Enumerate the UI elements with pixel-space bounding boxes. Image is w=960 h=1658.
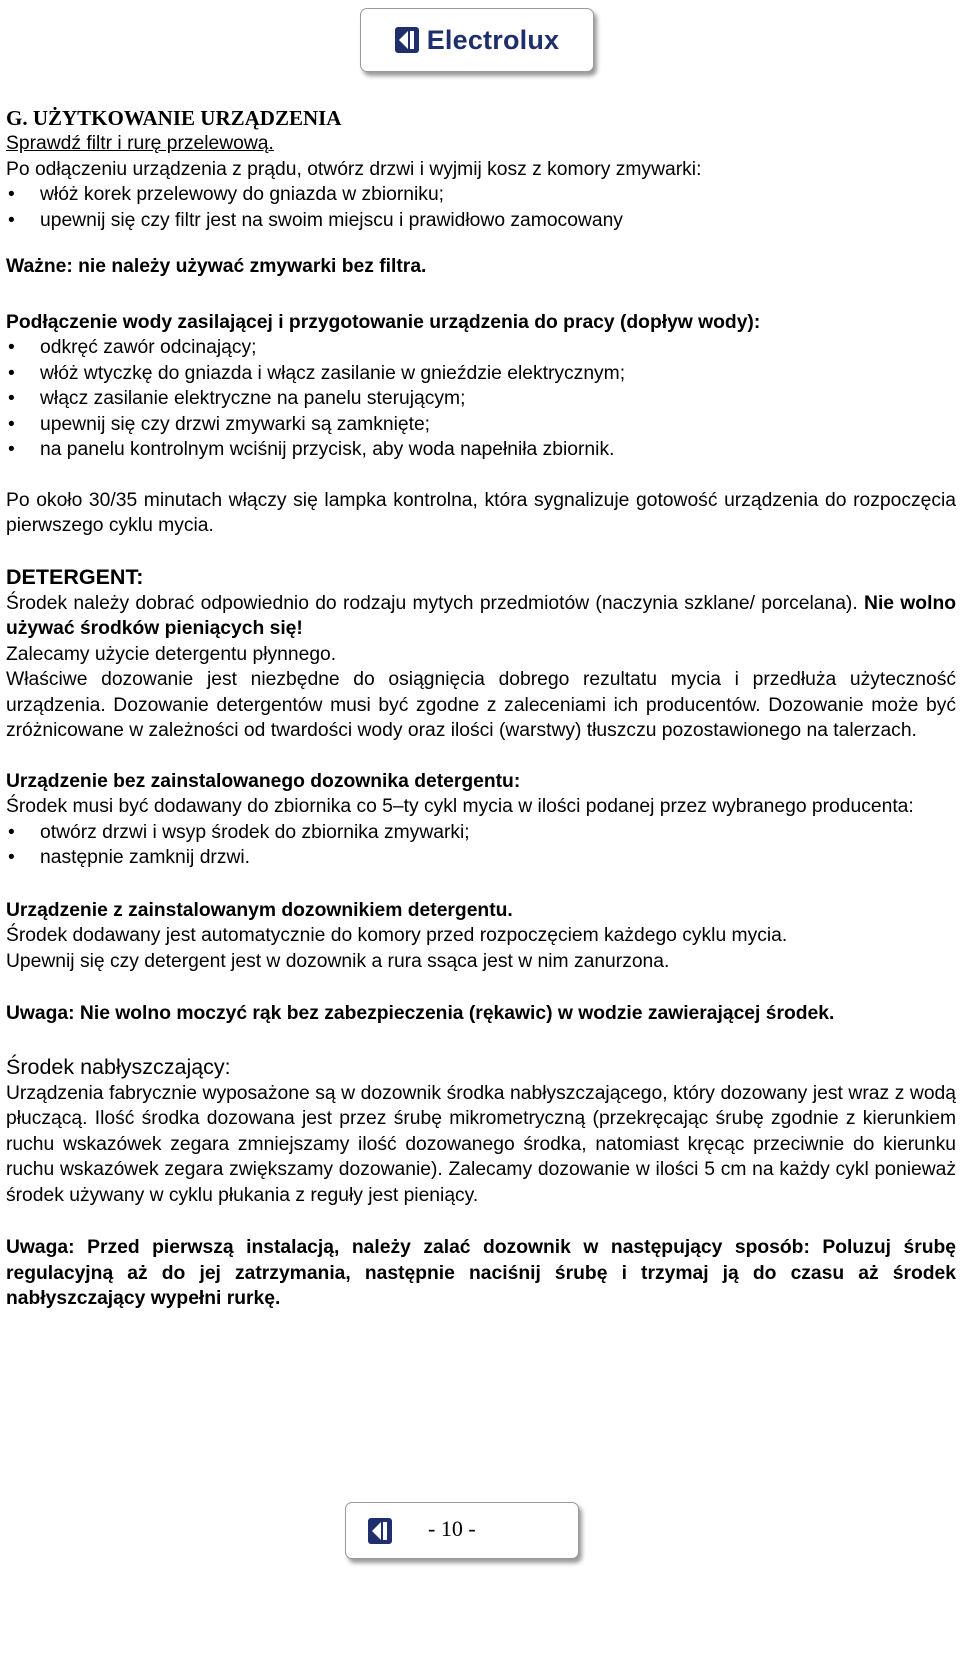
page-footer bbox=[345, 1502, 579, 1559]
list-item: • upewnij się czy drzwi zmywarki są zamknięte; bbox=[6, 412, 956, 438]
filter-check-note: Sprawdź filtr i rurę przelewową. bbox=[6, 133, 274, 154]
page-number: - 10 - bbox=[428, 1516, 476, 1541]
no-dispenser-bullet-list bbox=[6, 820, 956, 871]
rinse-aid-text: Urządzenia fabrycznie wyposażone są w dozownik środka nabłyszczającego, który dozowany jest wraz z wodą płuczącą. Ilość środka dozowana jest przez śrubę mikrometryczną (przekręcając śrubę zgodnie z kierunkiem ruchu wskazówek zegara zmniejszamy ilość dozowanego środka, natomiast kręcąc przeciwnie do kierunku ruchu wskazówek zegara zwiększamy dozowanie). Zalecamy dozowanie w ilości 5 cm na każdy cykl ponieważ środek używany w cyklu płukania z reguły jest pieniący. bbox=[6, 1082, 956, 1206]
important-note: Ważne: nie należy używać zmywarki bez filtra. bbox=[6, 256, 427, 277]
detergent-heading: DETERGENT: bbox=[6, 564, 144, 589]
intro-bullet-list bbox=[6, 182, 956, 233]
brand-logo bbox=[395, 25, 560, 56]
detergent-selection-text: Środek należy dobrać odpowiednio do rodzaju mytych przedmiotów (naczynia szklane/ porcelana). bbox=[6, 592, 858, 614]
document-body bbox=[6, 105, 956, 1312]
with-dispenser-line-2: Upewnij się czy detergent jest w dozownik a rura ssąca jest w nim zanurzona. bbox=[6, 950, 670, 972]
detergent-paragraph-1 bbox=[6, 591, 956, 642]
with-dispenser-line-1: Środek dodawany jest automatycznie do komory przed rozpoczęciem każdego cyklu mycia. bbox=[6, 925, 788, 946]
water-heading: Podłączenie wody zasilającej i przygotowanie urządzenia do pracy (dopływ wody): bbox=[6, 311, 761, 333]
detergent-paragraph-3: Właściwe dozowanie jest niezbędne do osiągnięcia dobrego rezultatu mycia i przedłuża użyteczność urządzenia. Dozowanie detergentów musi być zgodne z zaleceniami ich producentów. Dozowanie może być zróżnicowane w zależności od twardości wody oraz ilości (warstwy) tłuszczu pozostawionego na talerzach. bbox=[6, 669, 956, 741]
electrolux-emblem-icon bbox=[368, 1518, 392, 1544]
no-dispenser-heading: Urządzenie bez zainstalowanego dozownika detergentu: bbox=[6, 770, 521, 792]
list-item: • otwórz drzwi i wsyp środek do zbiornika zmywarki; bbox=[6, 820, 956, 846]
gloves-warning: Uwaga: Nie wolno moczyć rąk bez zabezpieczenia (rękawic) w wodzie zawierającej środek. bbox=[6, 1003, 835, 1024]
rinse-aid-heading: Środek nabłyszczający: bbox=[6, 1054, 231, 1079]
list-item: • odkręć zawór odcinający; bbox=[6, 335, 956, 361]
list-item: • na panelu kontrolnym wciśnij przycisk, aby woda napełniła zbiornik. bbox=[6, 437, 956, 463]
intro-text: Po odłączeniu urządzenia z prądu, otwórz drzwi i wyjmij kosz z komory zmywarki: bbox=[6, 158, 702, 180]
list-item: • włącz zasilanie elektryczne na panelu sterującym; bbox=[6, 386, 956, 412]
no-dispenser-text: Środek musi być dodawany do zbiornika co 5–ty cykl mycia w ilości podanej przez wybranego producenta: bbox=[6, 796, 914, 817]
list-item: • upewnij się czy filtr jest na swoim miejscu i prawidłowo zamocowany bbox=[6, 208, 956, 234]
no-foaming-warning: Nie wolno używać środków pieniących się! bbox=[6, 592, 956, 639]
water-bullet-list bbox=[6, 335, 956, 463]
list-item: • włóż wtyczkę do gniazda i włącz zasilanie w gnieździe elektrycznym; bbox=[6, 361, 956, 387]
list-item: • włóż korek przelewowy do gniazda w zbiorniku; bbox=[6, 182, 956, 208]
water-readiness-text: Po około 30/35 minutach włączy się lampka kontrolna, która sygnalizuje gotowość urządzenia do rozpoczęcia pierwszego cyklu mycia. bbox=[6, 489, 956, 536]
section-title: G. UŻYTKOWANIE URZĄDZENIA bbox=[6, 106, 342, 130]
detergent-paragraph-2: Zalecamy użycie detergentu płynnego. bbox=[6, 643, 337, 665]
with-dispenser-heading: Urządzenie z zainstalowanym dozownikiem detergentu. bbox=[6, 899, 513, 921]
first-install-warning: Uwaga: Przed pierwszą instalacją, należy zalać dozownik w następujący sposób: Poluzuj śrubę regulacyjną aż do jej zatrzymania, następnie naciśnij śrubę i trzymaj ją do czasu aż środek nabłyszczający wypełni rurkę. bbox=[6, 1237, 956, 1309]
brand-name: Electrolux bbox=[426, 24, 560, 55]
header-logo-box bbox=[360, 8, 594, 72]
electrolux-emblem-icon bbox=[395, 27, 419, 53]
list-item: • następnie zamknij drzwi. bbox=[6, 845, 956, 871]
